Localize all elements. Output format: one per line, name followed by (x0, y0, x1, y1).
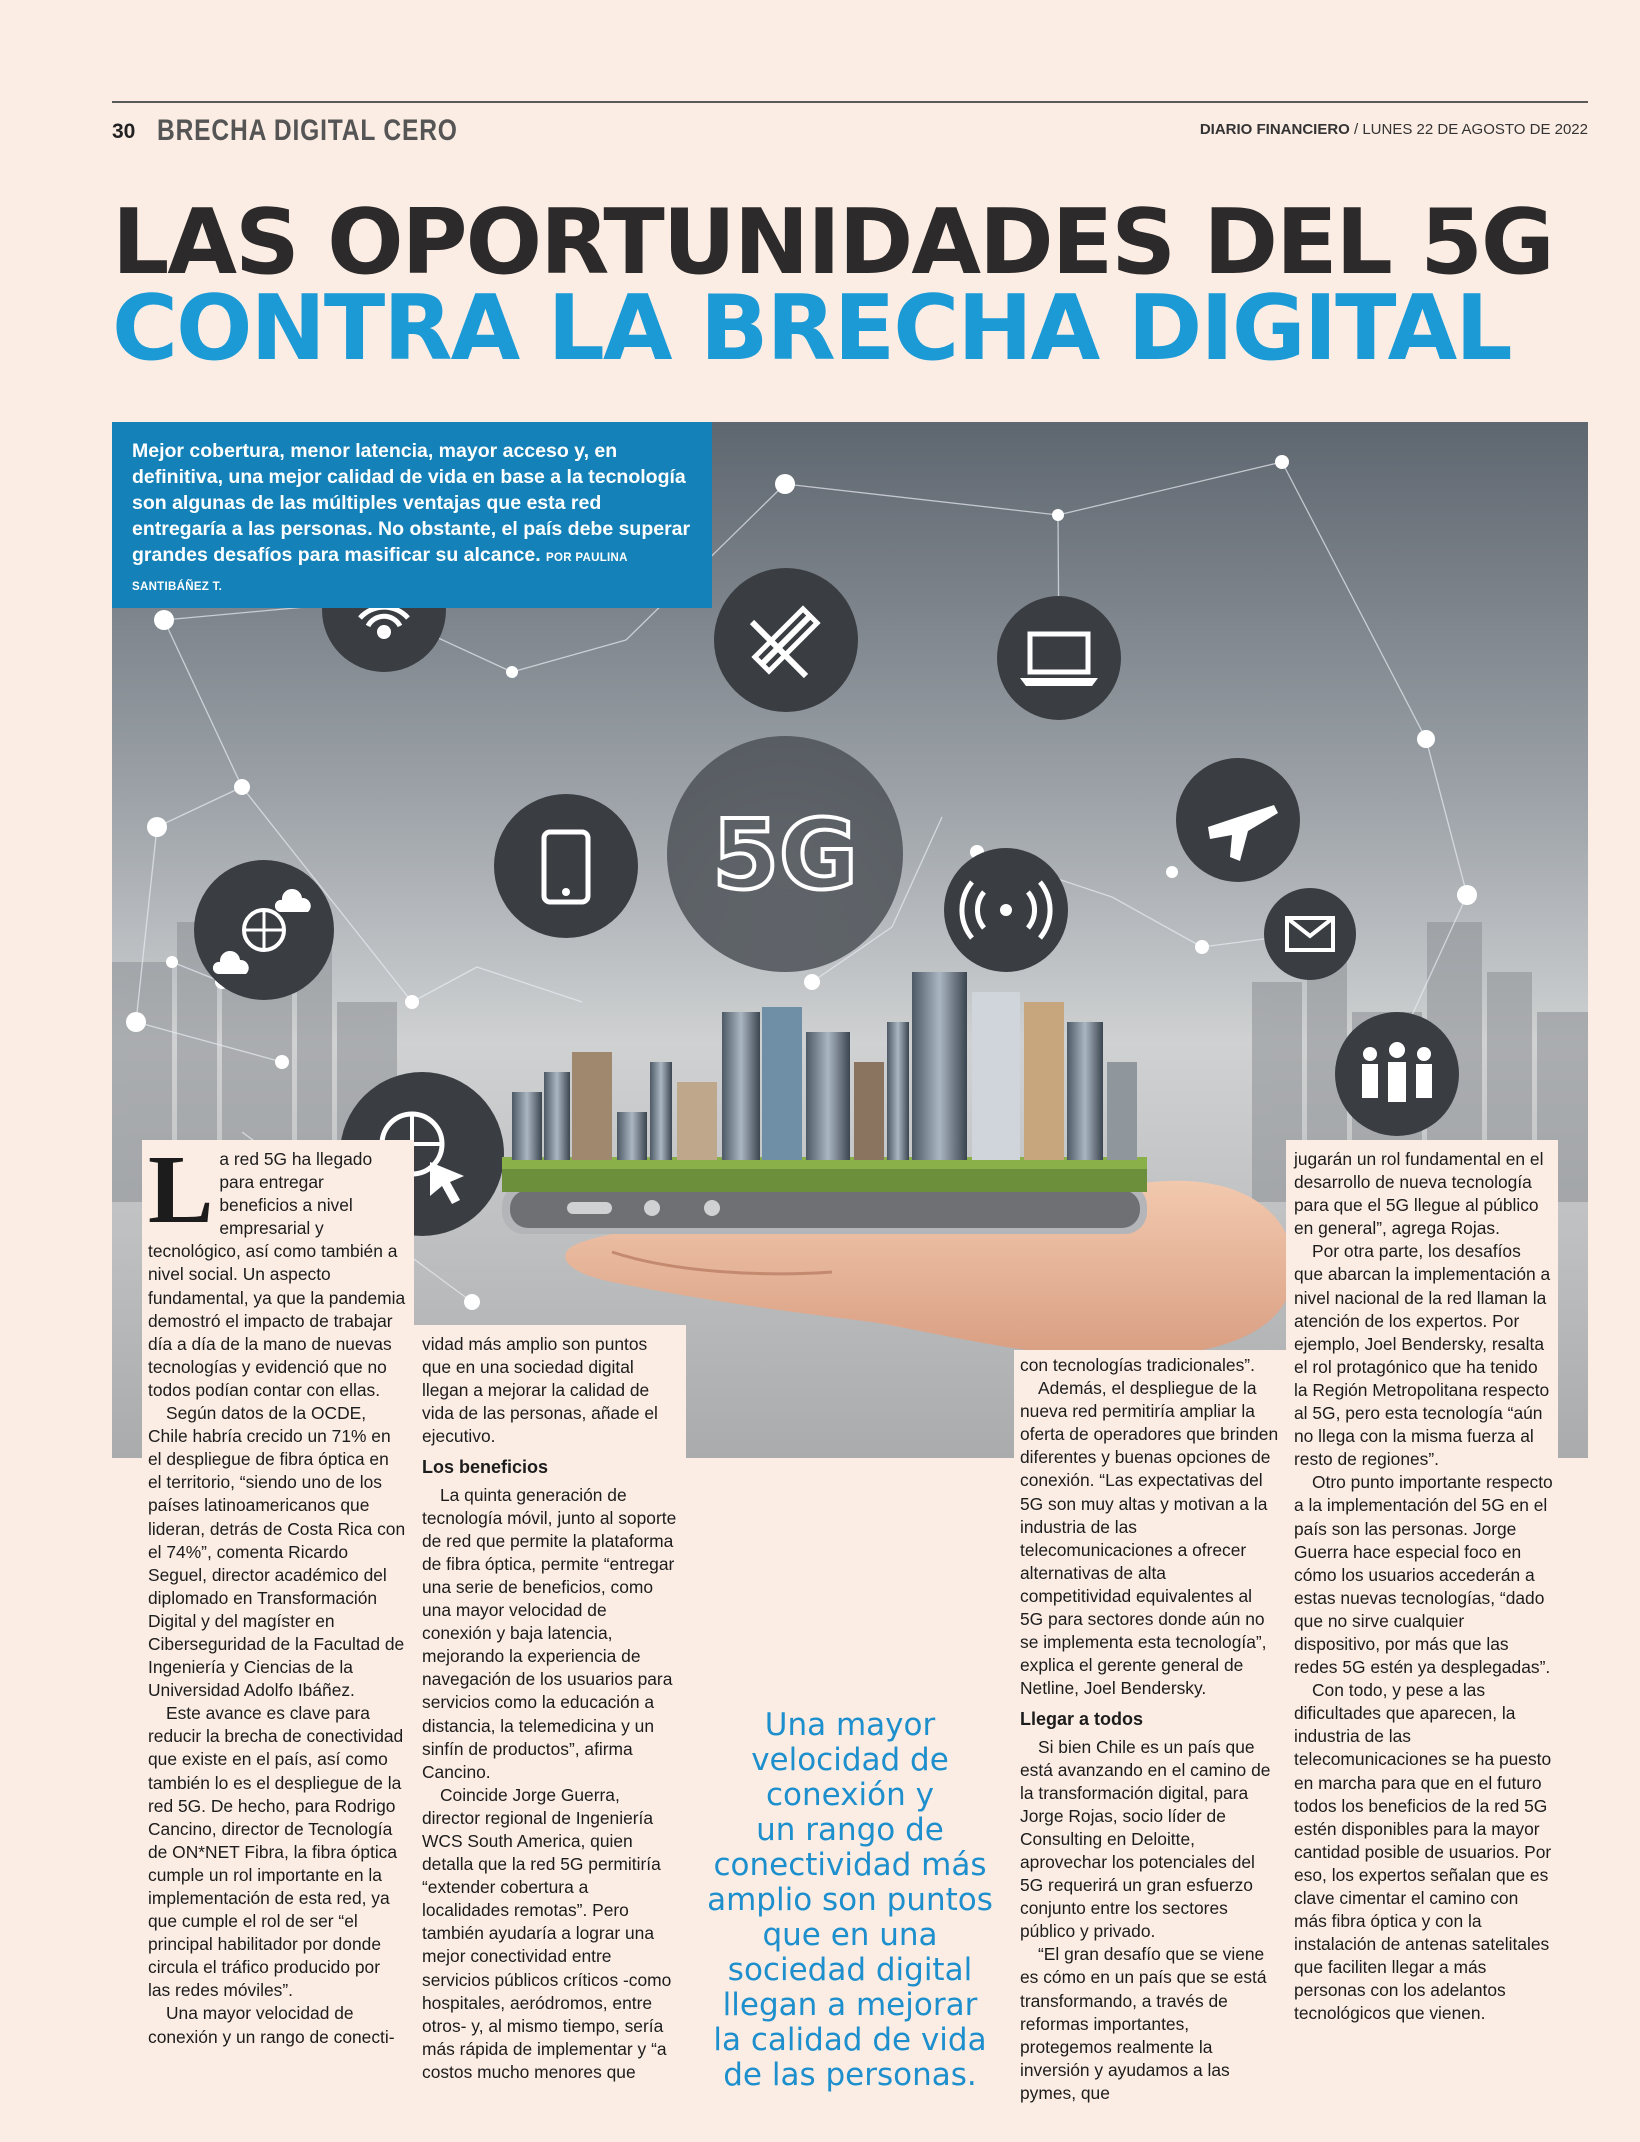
5g-label: 5G (712, 799, 858, 911)
col4-paragraph-1: jugarán un rol fundamental en el desarrollo de nueva tecnología para que el 5G llegue al público en general”, agrega Rojas. (1294, 1149, 1544, 1239)
header-rule (112, 101, 1588, 103)
publication-date: / LUNES 22 DE AGOSTO DE 2022 (1349, 121, 1588, 138)
section-title: BRECHA DIGITAL CERO (157, 114, 458, 147)
article-column-4 (1286, 1140, 1558, 2026)
pull-quote-line: que en una (762, 1917, 938, 1953)
pull-quote-line: conexión y (766, 1777, 934, 1813)
col1-paragraph-4: Una mayor velocidad de conexión y un rango de conecti- (148, 2003, 395, 2047)
article-column-2 (414, 1325, 686, 2084)
publication-line (1200, 121, 1588, 138)
subhead-beneficios: Los beneficios (422, 1457, 549, 1478)
subhead-llegar-a-todos: Llegar a todos (1020, 1709, 1144, 1730)
publication-name: DIARIO FINANCIERO (1199, 121, 1350, 138)
col4-paragraph-2: Por otra parte, los desafíos que abarcan la implementación a nivel nacional de la red llaman la atención de los expertos. Por ejemplo, Joel Bendersky, resalta el rol protagónico que ha tenido la Región Metropolitana respecto al 5G, pero esta tecnología “aún no llega con la misma fuerza al resto de regiones”. (1294, 1241, 1551, 1470)
col4-paragraph-3: Otro punto importante respecto a la implementación del 5G en el país son las personas. Jorge Guerra hace especial foco en cómo los usuarios accederán a estas nuevas tecnologías, “dado que no sirve cualquier dispositivo, por más que las redes 5G estén ya desplegadas”. (1294, 1472, 1553, 1678)
article-column-3 (1014, 1350, 1286, 2105)
col3-paragraph-4: “El gran desafío que se viene es cómo en un país que se está transformando, a través de reformas importantes, protegemos realmente la inversión y ayudamos a las pymes, que (1020, 1944, 1267, 2103)
pull-quote-line: Una mayor (764, 1707, 936, 1743)
pull-quote-line: conectividad más (713, 1847, 987, 1883)
col1-paragraph-2: Según datos de la OCDE, Chile habría crecido un 71% en el despliegue de fibra óptica en el territorio, “siendo uno de los países latinoamericanos que lideran, detrás de Costa Rica con el 74%”, comenta Ricardo Seguel, director académico del diplomado en Transformación Digital y del magíster en Ciberseguridad de la Facultad de Ingeniería y Ciencias de la Universidad Adolfo Ibáñez. (148, 1403, 406, 1701)
pull-quote-line: un rango de (756, 1812, 944, 1848)
icon-wireless (944, 848, 1068, 972)
page-number: 30 (112, 120, 136, 143)
col2-paragraph-3: Coincide Jorge Guerra, director regional de Ingeniería WCS South America, quien detalla que la red 5G permitiría “extender cobertura a localidades remotas”. Pero también ayudaría a lograr una mejor conectividad entre servicios públicos críticos -como hospitales, aeródromos, entre otros- y, al mismo tiempo, sería más rápida de implementar y “a costos mucho menores que (422, 1784, 672, 2082)
col3-paragraph-2: Además, el despliegue de la nueva red permitiría ampliar la oferta de operadores que brinden diferentes y buenas opciones de conexión. “Las expectativas del 5G son muy altas y motivan a la industria de las telecomunicaciones a ofrecer alternativas de alta competitividad equivalentes al 5G para sectores donde aún no se implementa esta tecnología”, explica el gerente general de Netline, Joel Bendersky. (1020, 1378, 1279, 1699)
pull-quote (700, 1708, 1000, 2093)
byline: POR PAULINA SANTIBÁÑEZ T. (132, 552, 628, 593)
col2-paragraph-2: La quinta generación de tecnología móvil, junto al soporte de red que permite la plataforma de fibra óptica, permite “entregar una serie de beneficios, como una mayor velocidad de conexión y baja latencia, mejorando la experiencia de navegación de los usuarios para servicios como la educación a distancia, la telemedicina y un sinfín de productos”, afirma Cancino. (422, 1484, 677, 1782)
icon-email (1264, 888, 1356, 980)
pull-quote-line: velocidad de (751, 1742, 949, 1778)
icon-5g (667, 736, 903, 972)
dropcap: L (148, 1136, 214, 1244)
article-column-1 (142, 1136, 414, 2049)
col1-paragraph-1: a red 5G ha llegado para entregar beneficios a nivel empresarial y tecnológico, así como también a nivel social. Un aspecto fundamental, ya que la pandemia demostró el impacto de trabajar día a día de la mano de nuevas tecnologías y evidenció que no todos podían contar con ellas. (148, 1149, 406, 1400)
headline-line-2: CONTRA LA BRECHA DIGITAL (112, 276, 1511, 381)
lede-text: Mejor cobertura, menor latencia, mayor acceso y, en definitiva, una mejor calidad de vida en base a la tecnología son algunas de las múltiples ventajas que esta red entregaría a las personas. No obstante, el país debe superar grandes desafíos para masificar su alcance. (132, 440, 691, 566)
lede-box (112, 422, 712, 608)
col3-paragraph-3: Si bien Chile es un país que está avanzando en el camino de la transformación digital, para Jorge Rojas, socio líder de Consulting en Deloitte, aprovechar los potenciales del 5G requerirá un gran esfuerzo conjunto entre los sectores público y privado. (1020, 1736, 1271, 1942)
col4-paragraph-4: Con todo, y pese a las dificultades que aparecen, la industria de las telecomunicaciones se ha puesto en marcha para que en el futuro todos los beneficios de la red 5G estén disponibles para la mayor cantidad posible de usuarios. Por eso, los expertos señalan que es clave cimentar el camino con más fibra óptica y con la instalación de antenas satelitales que faciliten llegar a más personas con los adelantos tecnológicos que vienen. (1294, 1680, 1552, 2024)
icon-cloud-globe (194, 860, 334, 1000)
icon-people (1335, 1012, 1459, 1136)
icon-airplane (1176, 758, 1300, 882)
icon-satellite (714, 568, 858, 712)
icon-laptop (997, 596, 1121, 720)
pull-quote-line: de las personas. (723, 2057, 977, 2093)
pull-quote-line: la calidad de vida (713, 2022, 987, 2058)
col2-paragraph-1: vidad más amplio son puntos que en una sociedad digital llegan a mejorar la calidad de vida de las personas, añade el ejecutivo. (422, 1334, 658, 1447)
col3-paragraph-1: con tecnologías tradicionales”. (1020, 1355, 1255, 1375)
pull-quote-line: llegan a mejorar (722, 1987, 978, 2023)
pull-quote-line: amplio son puntos (707, 1882, 993, 1918)
headline-line-1: LAS OPORTUNIDADES DEL 5G (112, 190, 1553, 295)
col1-paragraph-3: Este avance es clave para reducir la brecha de conectividad que existe en el país, así como también lo es el despliegue de la red 5G. De hecho, para Rodrigo Cancino, director de Tecnología de ON*NET Fibra, la fibra óptica cumple un rol importante en la implementación de esta red, ya que cumple el rol de ser “el principal habilitador por donde circula el tráfico producido por las redes móviles”. (148, 1703, 404, 2001)
icon-smartphone (494, 794, 638, 938)
pull-quote-line: sociedad digital (727, 1952, 973, 1988)
